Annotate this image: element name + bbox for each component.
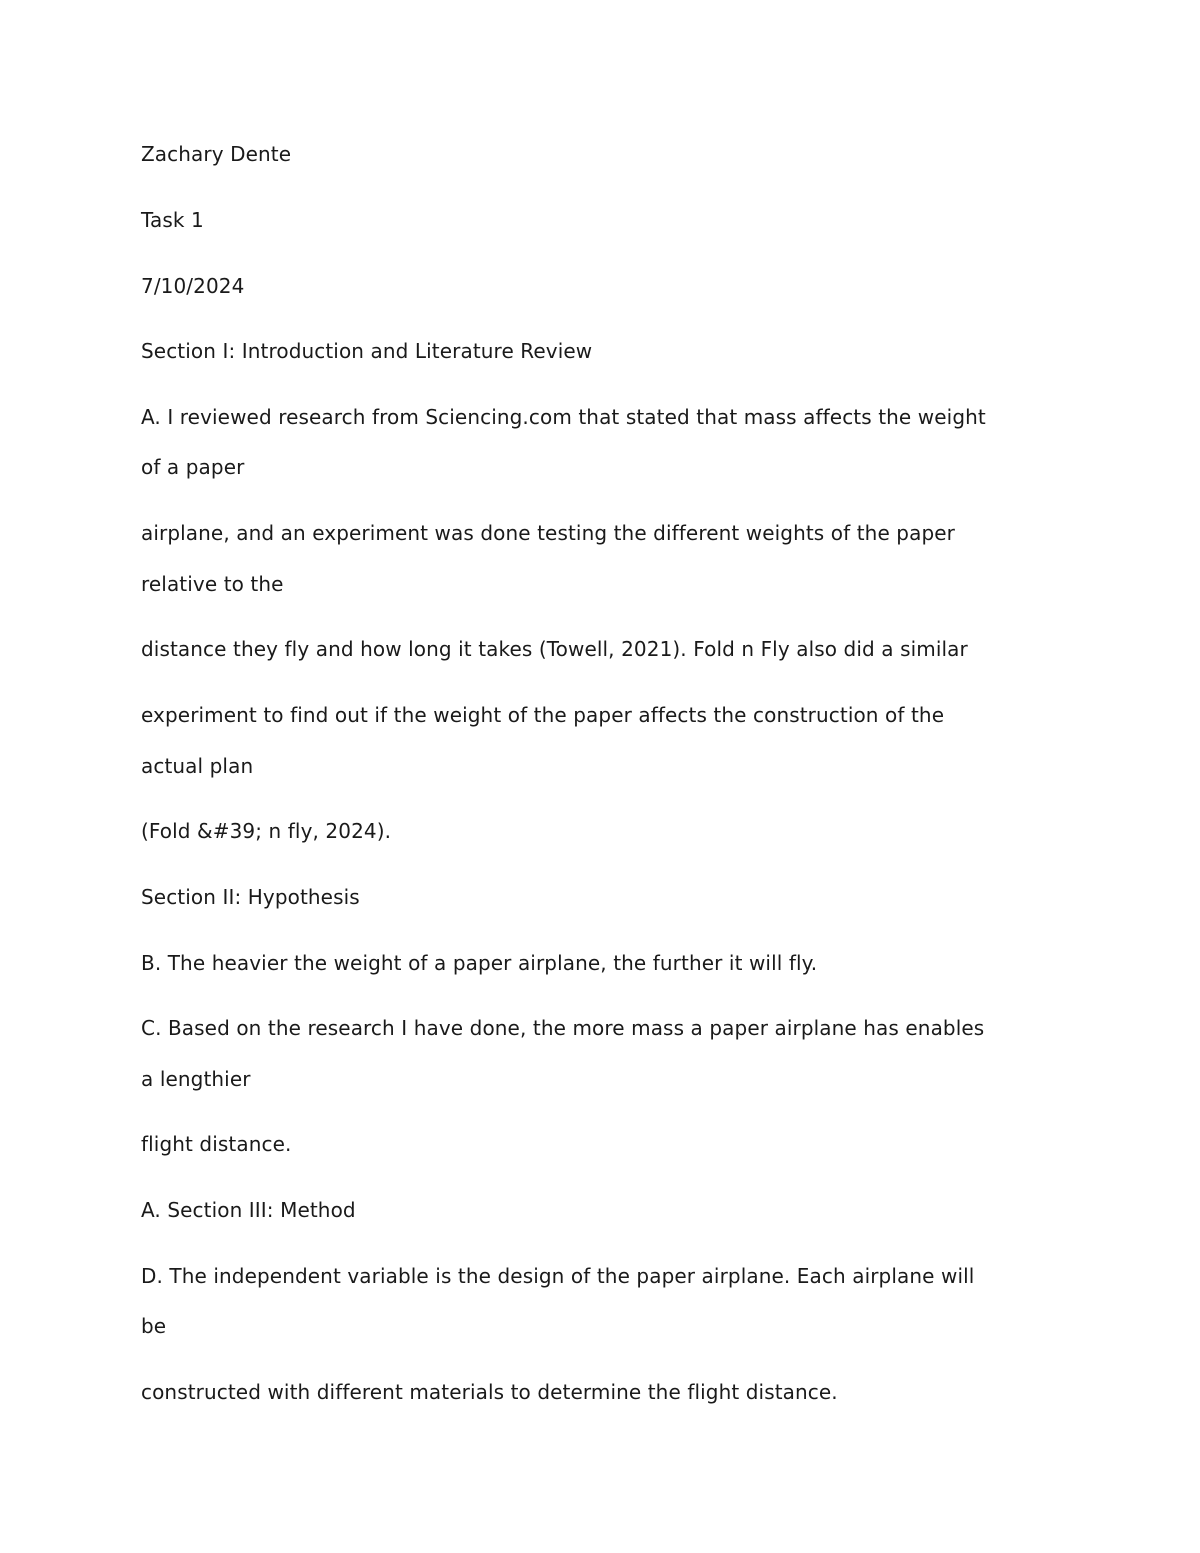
task-label: Task 1 bbox=[141, 208, 204, 232]
paragraph-line: actual plan bbox=[141, 754, 254, 778]
paragraph-line: relative to the bbox=[141, 572, 284, 596]
document-date: 7/10/2024 bbox=[141, 274, 245, 298]
paragraph-line: of a paper bbox=[141, 455, 245, 479]
paragraph-line: B. The heavier the weight of a paper airplane, the further it will fly. bbox=[141, 951, 818, 975]
paragraph-line: C. Based on the research I have done, the more mass a paper airplane has enables bbox=[141, 1016, 985, 1040]
author-name: Zachary Dente bbox=[141, 142, 292, 166]
paragraph-line: experiment to find out if the weight of the paper affects the construction of the bbox=[141, 703, 945, 727]
paragraph-line: (Fold &#39; n fly, 2024). bbox=[141, 819, 392, 843]
paragraph-line: D. The independent variable is the design of the paper airplane. Each airplane will bbox=[141, 1264, 975, 1288]
paragraph-line: distance they fly and how long it takes (Towell, 2021). Fold n Fly also did a similar bbox=[141, 637, 968, 661]
paragraph-line: A. I reviewed research from Sciencing.com that stated that mass affects the weight bbox=[141, 405, 986, 429]
paragraph-line: airplane, and an experiment was done testing the different weights of the paper bbox=[141, 521, 955, 545]
paragraph-line: be bbox=[141, 1314, 167, 1338]
paragraph-line: constructed with different materials to determine the flight distance. bbox=[141, 1380, 838, 1404]
paragraph-line: a lengthier bbox=[141, 1067, 251, 1091]
section-heading: Section I: Introduction and Literature Review bbox=[141, 339, 593, 363]
paragraph-line: flight distance. bbox=[141, 1132, 292, 1156]
section-heading: Section II: Hypothesis bbox=[141, 885, 360, 909]
section-heading: A. Section III: Method bbox=[141, 1198, 356, 1222]
